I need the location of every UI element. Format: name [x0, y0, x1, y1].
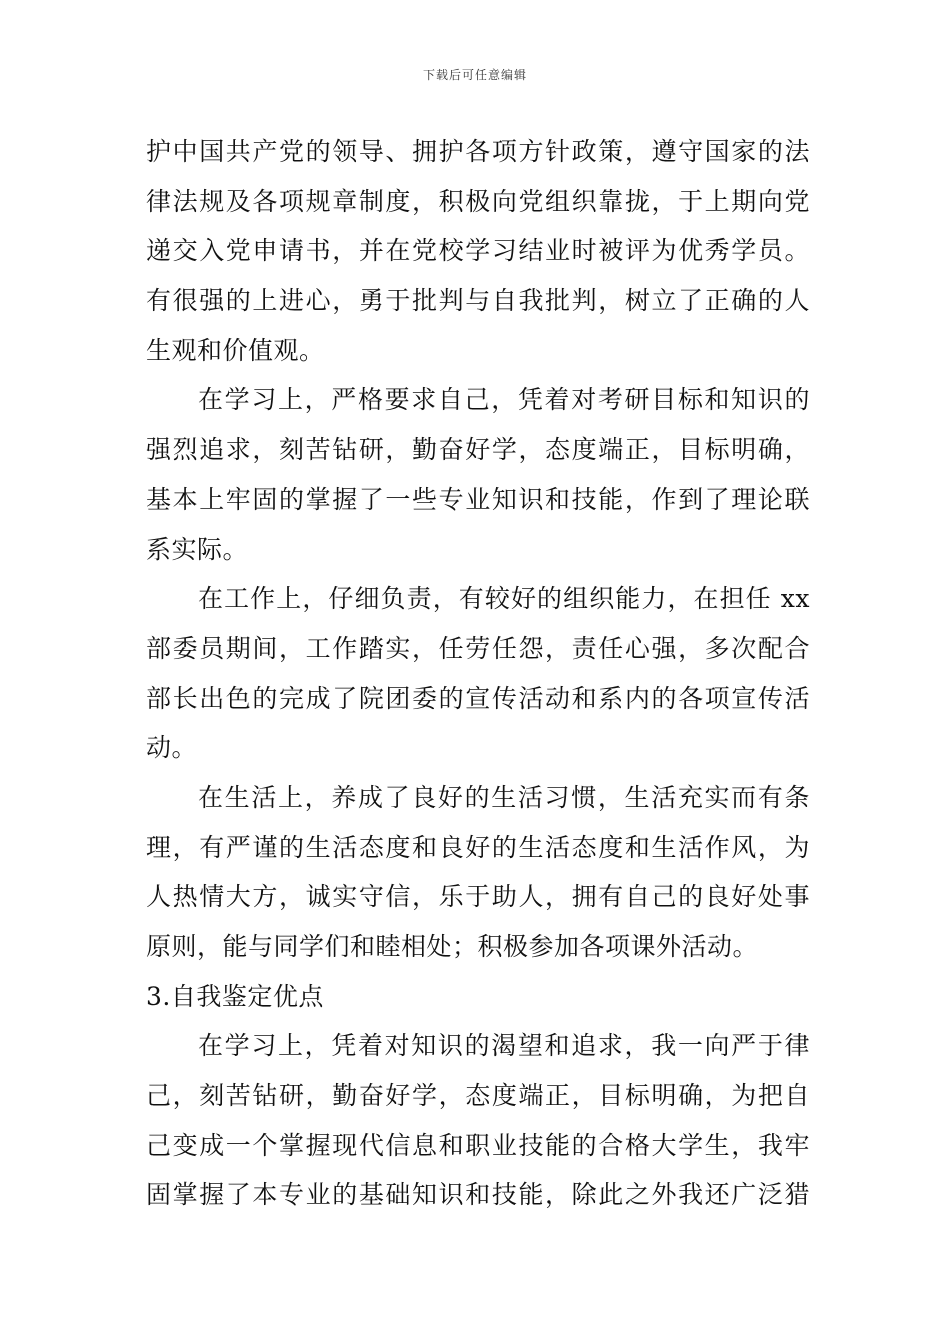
text-line: 3.自我鉴定优点: [146, 981, 324, 1011]
text-line: 有很强的上进心，勇于批判与自我批判，树立了正确的人: [146, 286, 810, 316]
text-line: 在学习上，凭着对知识的渴望和追求，我一向严于律: [198, 1031, 810, 1061]
text-line: 在生活上，养成了良好的生活习惯，生活充实而有条: [198, 782, 810, 812]
text-line: 护中国共产党的领导、拥护各项方针政策，遵守国家的法: [146, 137, 810, 166]
text-line: 生观和价值观。: [146, 335, 325, 365]
text-line: 理，有严谨的生活态度和良好的生活态度和生活作风，为: [146, 832, 810, 862]
text-line: 部长出色的完成了院团委的宣传活动和系内的各项宣传活: [146, 683, 810, 713]
text-line: 律法规及各项规章制度，积极向党组织靠拢，于上期向党: [146, 186, 810, 216]
text-line: 递交入党申请书，并在党校学习结业时被评为优秀学员。: [146, 236, 810, 266]
text-line: 原则，能与同学们和睦相处；积极参加各项课外活动。: [146, 932, 759, 961]
text-line: 在工作上，仔细负责，有较好的组织能力，在担任 xx: [198, 584, 810, 614]
text-line: 部委员期间，工作踏实，任劳任怨，责任心强，多次配合: [146, 633, 810, 663]
text-line: 在学习上，严格要求自己，凭着对考研目标和知识的: [198, 385, 810, 415]
document-body: [146, 127, 810, 1220]
text-line: 动。: [146, 733, 198, 763]
text-line: 强烈追求，刻苦钻研，勤奋好学，态度端正，目标明确，: [146, 435, 810, 465]
text-line: 己，刻苦钻研，勤奋好学，态度端正，目标明确，为把自: [146, 1081, 810, 1111]
header-note: 下载后可任意编辑: [422, 68, 527, 82]
text-line: 己变成一个掌握现代信息和职业技能的合格大学生，我牢: [146, 1130, 810, 1160]
text-line: 系实际。: [146, 534, 249, 564]
text-line: 固掌握了本专业的基础知识和技能，除此之外我还广泛猎: [146, 1180, 810, 1210]
text-line: 基本上牢固的掌握了一些专业知识和技能，作到了理论联: [146, 484, 810, 514]
text-line: 人热情大方，诚实守信，乐于助人，拥有自己的良好处事: [146, 882, 810, 912]
